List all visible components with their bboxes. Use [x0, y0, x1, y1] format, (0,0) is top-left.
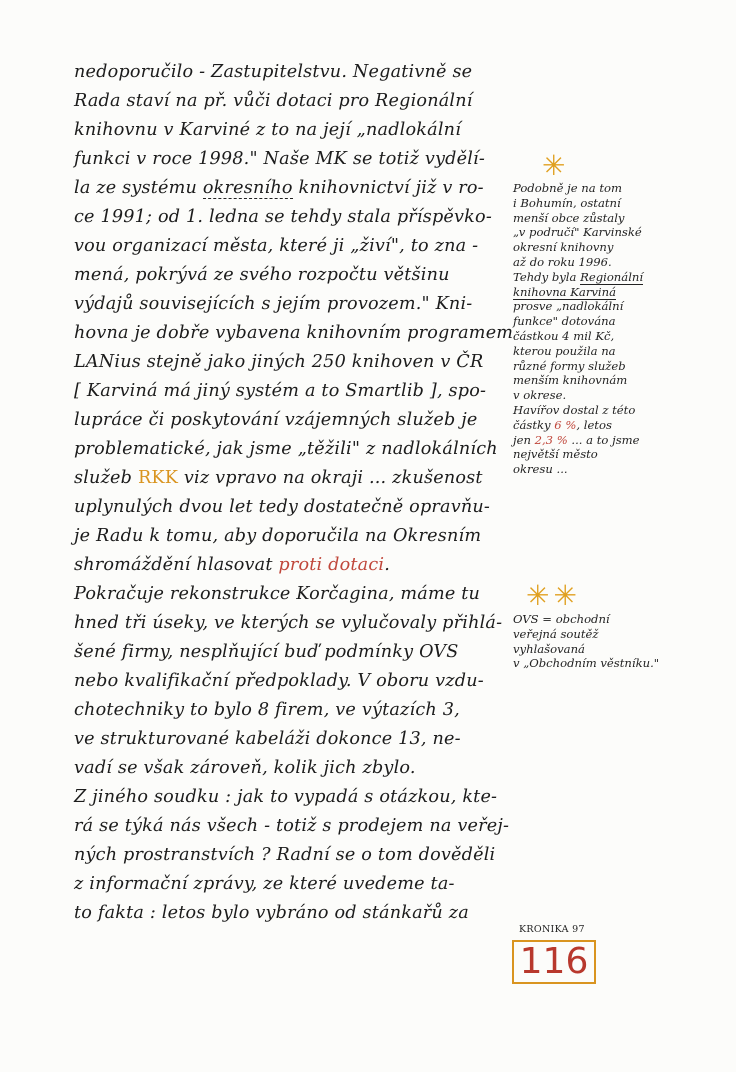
knihovna-karvina-underlined: knihovna Karviná — [513, 284, 617, 299]
side-note-line: Tehdy byla Regionální — [513, 269, 644, 284]
text-line: vadí se však zároveň, kolik jich zbylo. — [74, 758, 416, 778]
okresniho-underlined: okresního — [202, 178, 293, 198]
text-line: šené firmy, nesplňující buď podmínky OVS — [74, 642, 459, 662]
side-note-line: až do roku 1996. — [513, 254, 612, 269]
text-line: nedoporučilo - Zastupitelstvu. Negativně se — [74, 62, 473, 82]
text-line: výdajů souvisejících s jejím provozem." Kni- — [74, 294, 473, 314]
text-line: vou organizací města, které ji „živí", to zna - — [74, 236, 479, 256]
side-note-line: okresní knihovny — [513, 240, 614, 255]
text-line-rkk: služeb RKK viz vpravo na okraji ... zkušenost — [74, 468, 483, 488]
text-line: Rada staví na př. vůči dotaci pro Regionální — [74, 91, 473, 111]
rkk-highlight: RKK — [137, 468, 179, 488]
proti-dotaci-highlight: proti dotaci — [278, 555, 385, 575]
side-note-line: v „Obchodním věstníku." — [513, 656, 660, 671]
side-note-line: veřejná soutěž — [513, 626, 599, 641]
text-line-proti: shromáždění hlasovat proti dotaci. — [74, 555, 391, 575]
side-note-line: částky 6 %, letos — [513, 417, 612, 432]
text-line: lupráce či poskytování vzájemných služeb je — [74, 410, 478, 430]
text-line: ce 1991; od 1. ledna se tehdy stala příspěvko- — [74, 207, 492, 227]
text-line: rá se týká nás všech - totiž s prodejem na veřej- — [74, 816, 510, 836]
side-note-ovs — [513, 612, 718, 671]
text-line: hned tři úseky, ve kterých se vylučovaly přihlá- — [74, 613, 503, 633]
text-line: z informační zprávy, ze které uvedeme ta- — [74, 874, 455, 894]
side-note-library — [513, 181, 718, 477]
double-asterisk-icon: ✳✳ — [526, 579, 581, 612]
side-note-line — [513, 285, 718, 300]
text-line: Z jiného soudku : jak to vypadá s otázkou, kte- — [74, 787, 498, 807]
regionalni-underlined: Regionální — [580, 269, 644, 284]
side-note-line: vyhlašovaná — [513, 641, 585, 656]
text-line: je Radu k tomu, aby doporučila na Okresním — [74, 526, 482, 546]
side-note-line: prosve „nadlokální — [513, 299, 624, 314]
side-note-line: funkce" dotována — [513, 314, 616, 329]
side-note-line: kterou použila na — [513, 343, 616, 358]
side-note-line: Podobně je na tom — [513, 181, 622, 195]
side-note-line: Havířov dostal z této — [513, 402, 636, 417]
side-note-line: různé formy služeb — [513, 358, 626, 373]
text-line: ve strukturované kabeláži dokonce 13, ne- — [74, 729, 461, 749]
text-line: hovna je dobře vybavena knihovním programem — [74, 323, 514, 343]
text-line: uplynulých dvou let tedy dostatečně opravňu- — [74, 497, 491, 517]
text-line: knihovnu v Karviné z to na její „nadlokální — [74, 120, 462, 140]
asterisk-icon: ✳ — [542, 149, 566, 182]
side-note-line: v okrese. — [513, 388, 567, 403]
text-line: ných prostranstvích ? Radní se o tom dověděli — [74, 845, 496, 865]
text-line: funkci v roce 1998." Naše MK se totiž vydělí- — [74, 149, 486, 169]
side-note-line: okresu ... — [513, 462, 568, 477]
text-line: problematické, jak jsme „těžili" z nadlokálních — [74, 439, 498, 459]
side-note-line: menší obce zůstaly — [513, 210, 625, 225]
side-note-line: menším knihovnám — [513, 373, 628, 388]
side-note-line: jen 2,3 % ... a to jsme — [513, 432, 640, 447]
side-note-line: největší město — [513, 447, 598, 462]
percent-this-year: 2,3 % — [534, 432, 568, 447]
page-number: 116 — [512, 940, 596, 984]
side-note-line: „v područí" Karvinské — [513, 225, 642, 240]
side-note-line: i Bohumín, ostatní — [513, 195, 621, 210]
text-line: nebo kvalifikační předpoklady. V oboru vzdu- — [74, 671, 484, 691]
side-note-line: OVS = obchodní — [513, 612, 610, 626]
text-line: Pokračuje rekonstrukce Korčagina, máme tu — [74, 584, 481, 604]
text-line: [ Karviná má jiný systém a to Smartlib ], spo- — [74, 381, 487, 401]
percent-havirov: 6 % — [554, 417, 577, 432]
side-note-line: částkou 4 mil Kč, — [513, 328, 615, 343]
text-line: to fakta : letos bylo vybráno od stánkařů za — [74, 903, 469, 923]
text-line: chotechniky to bylo 8 firem, ve výtazích 3, — [74, 700, 460, 720]
text-line: LANius stejně jako jiných 250 knihoven v ČR — [74, 352, 484, 372]
text-line: mená, pokrývá ze svého rozpočtu většinu — [74, 265, 450, 285]
text-line-okresniho: la ze systému okresního knihovnictví již v ro- — [74, 178, 484, 198]
main-text — [74, 58, 514, 928]
chronicle-label: KRONIKA 97 — [519, 924, 585, 935]
